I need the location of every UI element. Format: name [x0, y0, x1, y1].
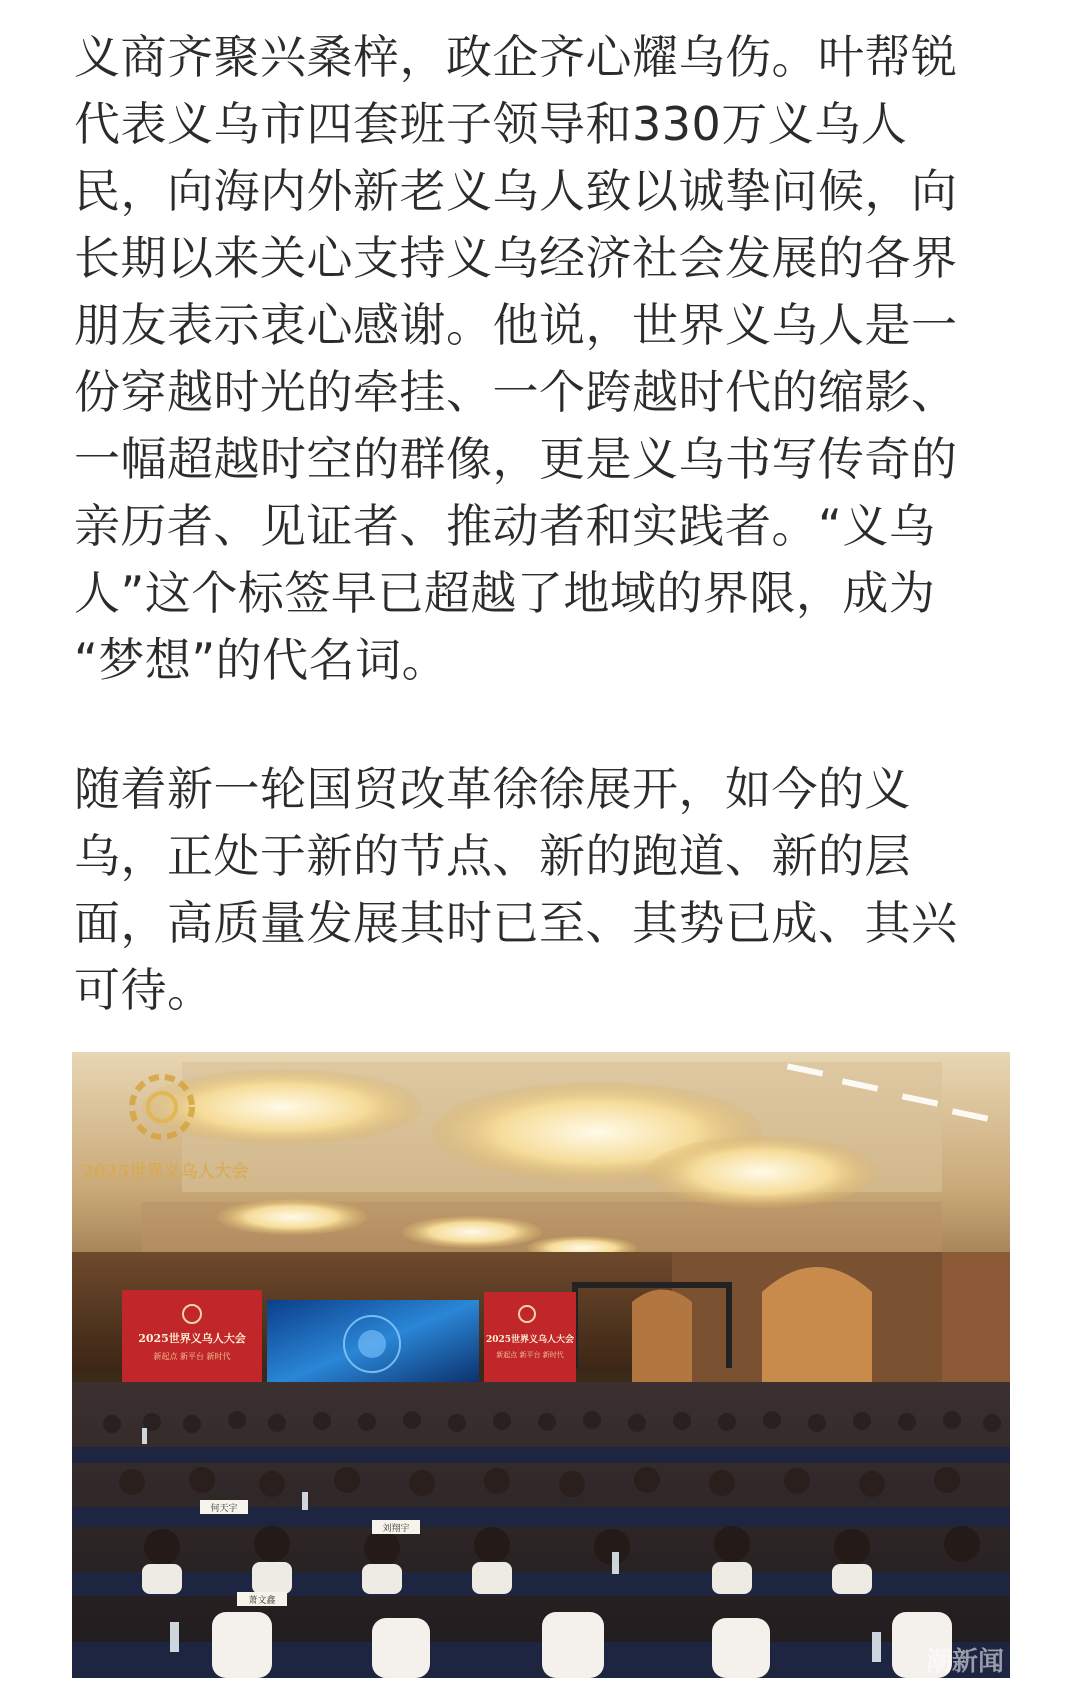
left-screen-title: 2025世界义乌人大会 — [138, 1332, 246, 1345]
paragraph-line: 可待。 — [74, 963, 214, 1017]
paragraph-line: 随着新一轮国贸改革徐徐展开，如今的义 — [74, 762, 911, 816]
left-screen-subtitle: 新起点 新平台 新时代 — [153, 1352, 231, 1361]
paragraph-line: 长期以来关心支持义乌经济社会发展的各界 — [74, 231, 958, 285]
paragraph-line: 人”这个标签早已超越了地域的界限，成为 — [74, 566, 936, 620]
nameplate-label: 刘翔宇 — [382, 1524, 410, 1534]
paragraph-2 — [74, 756, 994, 1024]
nameplate-label: 萧文鑫 — [248, 1596, 276, 1606]
paragraph-line: 代表义乌市四套班子领导和330万义乌人 — [74, 97, 908, 151]
right-screen-subtitle: 新起点 新平台 新时代 — [496, 1351, 564, 1359]
paragraph-line: 一幅超越时空的群像，更是义乌书写传奇的 — [74, 432, 958, 486]
paragraph-1 — [74, 24, 994, 694]
paragraph-line: 面，高质量发展其时已至、其势已成、其兴 — [74, 896, 958, 950]
paragraph-line: 义商齐聚兴桑梓，政企齐心耀乌伤。叶帮锐 — [74, 30, 958, 84]
conference-photo[interactable] — [72, 1052, 1010, 1678]
paragraph-line: 朋友表示衷心感谢。他说，世界义乌人是一 — [74, 298, 958, 352]
nameplate-label: 何天宇 — [210, 1504, 238, 1514]
paragraph-line: 民，向海内外新老义乌人致以诚挚问候，向 — [74, 164, 958, 218]
paragraph-line: 乌，正处于新的节点、新的跑道、新的层 — [74, 829, 911, 883]
right-screen-title: 2025世界义乌人大会 — [485, 1335, 575, 1345]
paragraph-line: “梦想”的代名词。 — [74, 633, 449, 687]
paragraph-line: 亲历者、见证者、推动者和实践者。“义乌 — [74, 499, 936, 553]
photo-corner-watermark: 潮新闻 — [925, 1647, 1004, 1677]
conference-photo-illustration — [72, 1052, 1010, 1678]
photo-logo-watermark: 2025世界义乌人大会 — [82, 1162, 249, 1182]
paragraph-line: 份穿越时光的牵挂、一个跨越时代的缩影、 — [74, 365, 958, 419]
